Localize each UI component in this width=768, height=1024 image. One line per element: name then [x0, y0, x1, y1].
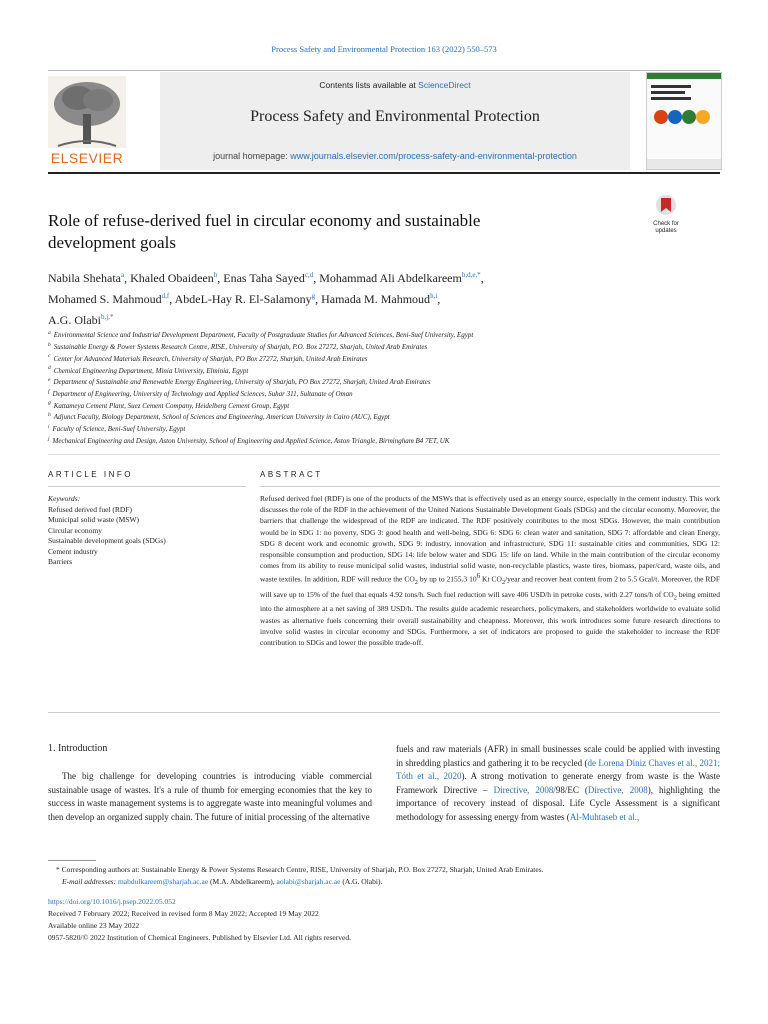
email-link[interactable]: aolabi@sharjah.ac.ae [276, 877, 341, 886]
author-affiliation-marker[interactable]: b,d,e,* [461, 271, 481, 279]
sciencedirect-link[interactable]: ScienceDirect [418, 80, 471, 90]
author-affiliation-marker[interactable]: b [213, 271, 218, 279]
ref-link[interactable]: de Lorena Diniz Chaves et al., 2021; Tóth et al., 2020 [396, 757, 720, 782]
keywords-list [48, 505, 248, 568]
contents-line: Contents lists available at ScienceDirect [319, 80, 471, 90]
affiliation-item: $^d$ Chemical Engineering Department, Minia University, Elminia, Egypt [48, 365, 249, 375]
header-rule [48, 70, 720, 71]
ref-link[interactable]: Directive, 2008 [493, 784, 554, 795]
footnote-rule [48, 860, 96, 861]
keyword-item: Circular economy [48, 525, 102, 535]
intro-column-1: The big challenge for developing countries is introducing viable commercial sustainable usage of wastes. It's a rule of thumb for emerging economies that the key to success in waste management systems is to aggregate waste into meaningful volumes and then develop an organized supply chain. The future of initial processing of the alternative [48, 771, 372, 822]
ref-link[interactable]: Directive, 2008 [587, 784, 648, 795]
bookmark-icon [646, 194, 686, 216]
abstract-bottom-rule [48, 712, 720, 713]
author-affiliation-marker[interactable]: c,d [304, 271, 314, 279]
journal-title: Process Safety and Environmental Protection [250, 108, 540, 125]
elsevier-logo [48, 76, 126, 166]
author-affiliation-marker[interactable]: h,i [430, 292, 438, 300]
affiliation-item: $^c$ Center for Advanced Materials Research, University of Sharjah, PO Box 27272, Sharjah, United Arab Emirates [48, 353, 368, 363]
author-name[interactable]: Mohamed S. Mahmoud [48, 292, 162, 306]
affiliation-item: $^a$ Environmental Science and Industrial Development Department, Faculty of Postgraduate Studies for Advanced Sciences, Beni-Suef University, Egypt [48, 330, 474, 340]
author-list: Nabila Shehata$^a$, Khaled Obaideen$^b$, Enas Taha Sayed$^{c,d}$, Mohammad Ali Abdelkareem$^{b,d,e,*}$, Mohamed S. Mahmoud$^{d,f}$, AbdeL-Hay R. El-Salamony$^g$, Hamada M. Mahmoud$^{h,i}$, A.G. Olabi$^{b,j,*}$ [48, 271, 484, 327]
abstract-rule [260, 486, 720, 487]
article-history: https://doi.org/10.1016/j.psep.2022.05.052 Received 7 February 2022; Received in revised form 8 May 2022; Accepted 19 May 2022 Available online 23 May 2022 0957-5820/© 2022 Institution of Chemical Engineers. Published by Elsevier Ltd. All rights reserved. [48, 896, 720, 944]
keyword-item: Municipal solid waste (MSW) [48, 515, 140, 524]
header-bottom-rule [48, 172, 720, 174]
intro-heading: 1. Introduction [48, 743, 108, 754]
author-name[interactable]: Khaled Obaideen [130, 271, 214, 285]
publisher-name: ELSEVIER [50, 150, 124, 166]
keywords-label: Keywords: [48, 494, 81, 503]
affiliation-item: $^b$ Sustainable Energy & Power Systems Research Centre, RISE, University of Sharjah, P.O. Box 27272, Sharjah, United Arab Emirates [48, 341, 428, 352]
running-header[interactable]: Process Safety and Environmental Protection 163 (2022) 550–573 [271, 44, 497, 54]
article-title: Role of refuse-derived fuel in circular economy and sustainable development goals [48, 211, 481, 252]
homepage-line: journal homepage: www.journals.elsevier.com/process-safety-and-environmental-protection [213, 151, 577, 161]
affiliation-item: $^f$ Department of Engineering, University of Technology and Applied Sciences, Suhar 311, Sultanate of Oman [48, 388, 353, 398]
author-name[interactable]: Hamada M. Mahmoud [321, 292, 431, 306]
affiliation-item: $^i$ Faculty of Science, Beni-Suef University, Egypt [48, 423, 186, 434]
author-name[interactable]: AbdeL-Hay R. El-Salamony [174, 292, 312, 306]
affiliation-item: $^e$ Department of Sustainable and Renewable Energy Engineering, University of Sharjah, PO Box 27272, Sharjah, United Arab Emirates [48, 376, 431, 387]
author-name[interactable]: Nabila Shehata [48, 271, 121, 285]
doi-link[interactable]: https://doi.org/10.1016/j.psep.2022.05.052 [48, 897, 176, 906]
abstract-text: Refused derived fuel (RDF) is one of the products of the MSWs that is effectively used as an energy source, especially in the cement industry. This work discusses the role of the RDF in the achievement of the United Nations Sustainable Development Goals (SDGs) and the circular economy. Moreover, the barriers that challenge the widespread of the RDF are indicated. The RDF positively contributes to the most SDGs. However, the main contribution would be in SDG 1: no poverty, SDG 3: good health and well-being, SDG 6: SDG 6: clean water and sanitation, SDG 7: affordable and clean Energy, SDG 8 decent work and economic growth, SDG 9: industry, innovation and infrastructure, SDG 11: sustainable cities and communities, SDG 12: responsible consumption and production, SDG 14: life below water and SDG 15: life on land. While in the main contribution of the circular economy comes from its ability to reuse municipal solid wastes, industrial solid waste, non-recyclable plastics, waste tires, biomass, paper/card, waste oils, and waste textiles. In addition, RDF will reduce the $CO_2$ by up to 2155.3 $10^6$ Kt $CO_2$/year and recover heat content from 2 to 5.5 Gcal/t. Moreover, the RDF will save up to 15% of the fuel that equals 4.92 tons/h. Such fuel reduction will save 406 USD/h in petroke costs, with 2.27 tons/h of $CO_2$ being emitted into the atmosphere at a net saving of 389 USD/h. The results guide academic researchers, policymakers, and stakeholders worldwide to evaluate solid wastes as alternative fuels concerning their overall sustainability and cheapness. Moreover, this work introduces some future research directions to involve solid wastes in circular economy and SDGs. Furthermore, a set of indicators are proposed to guide the stakeholder to increase the RDF contribution to SDGs and lower the possible trade-off. [260, 494, 720, 647]
author-name[interactable]: Enas Taha Sayed [223, 271, 305, 285]
article-info-heading: ARTICLE INFO [48, 470, 133, 479]
affiliation-list [48, 329, 718, 446]
author-name[interactable]: Mohammad Ali Abdelkareem [319, 271, 462, 285]
keywords-block [48, 494, 248, 568]
intro-column-2: fuels and raw materials (AFR) in small businesses scale could be applied with investing in shredding plastics and gathering it to be recycled (de Lorena Diniz Chaves et al., 2021; Tóth et al., 2020). A strong motivation to generate energy from waste is the Waste Framework Directive – Directive, 2008/98/EC (Directive, 2008), highlighting the importance of recovery instead of disposal. Life Cycle Assessment is a significant methodology for assessing energy from wastes (Al-Muhtaseb et al., [396, 744, 721, 822]
abstract-heading: ABSTRACT [260, 470, 323, 479]
journal-cover-thumbnail[interactable] [646, 72, 722, 170]
homepage-link[interactable]: www.journals.elsevier.com/process-safety-and-environmental-protection [290, 151, 577, 161]
keyword-item: Cement industry [48, 546, 98, 556]
check-for-updates-button[interactable]: Check for updates [646, 194, 686, 230]
author-name[interactable]: A.G. Olabi [48, 313, 101, 327]
section-rule [48, 454, 720, 455]
author-affiliation-marker[interactable]: g [311, 292, 316, 300]
ref-link[interactable]: Al-Muhtaseb et al., [569, 811, 640, 822]
author-affiliation-marker[interactable]: b,j,* [101, 313, 114, 321]
email-link[interactable]: mabdulkareem@sharjah.ac.ae [117, 877, 209, 886]
keyword-item: Sustainable development goals (SDGs) [48, 536, 166, 545]
cover-art-icon [647, 73, 721, 169]
author-affiliation-marker[interactable]: a [120, 271, 125, 279]
corresponding-footnote: * Corresponding authors at: Sustainable Energy & Power Systems Research Centre, RISE, University of Sharjah, P.O. Box 27272, Sharjah, United Arab Emirates. E-mail addresses: mabdulkareem@sharjah.ac.ae (M.A. Abdelkareem), aolabi@sharjah.ac.ae (A.G. Olabi). [56, 865, 544, 886]
affiliation-item: $^j$ Mechanical Engineering and Design, Aston University, School of Engineering and Applied Science, Aston Triangle, Birmingham B4 7ET, UK [48, 435, 450, 445]
author-affiliation-marker[interactable]: d,f [161, 292, 170, 300]
keyword-item: Refused derived fuel (RDF) [48, 504, 132, 514]
article-info-rule [48, 486, 246, 487]
keyword-item: Barriers [48, 557, 73, 566]
affiliation-item: $^h$ Adjunct Faculty, Biology Department, School of Sciences and Engineering, American University in Cairo (AUC), Egypt [48, 412, 390, 422]
affiliation-item: $^g$ Kattameya Cement Plant, Suez Cement Company, Heidelberg Cement Group, Egypt [48, 400, 290, 410]
